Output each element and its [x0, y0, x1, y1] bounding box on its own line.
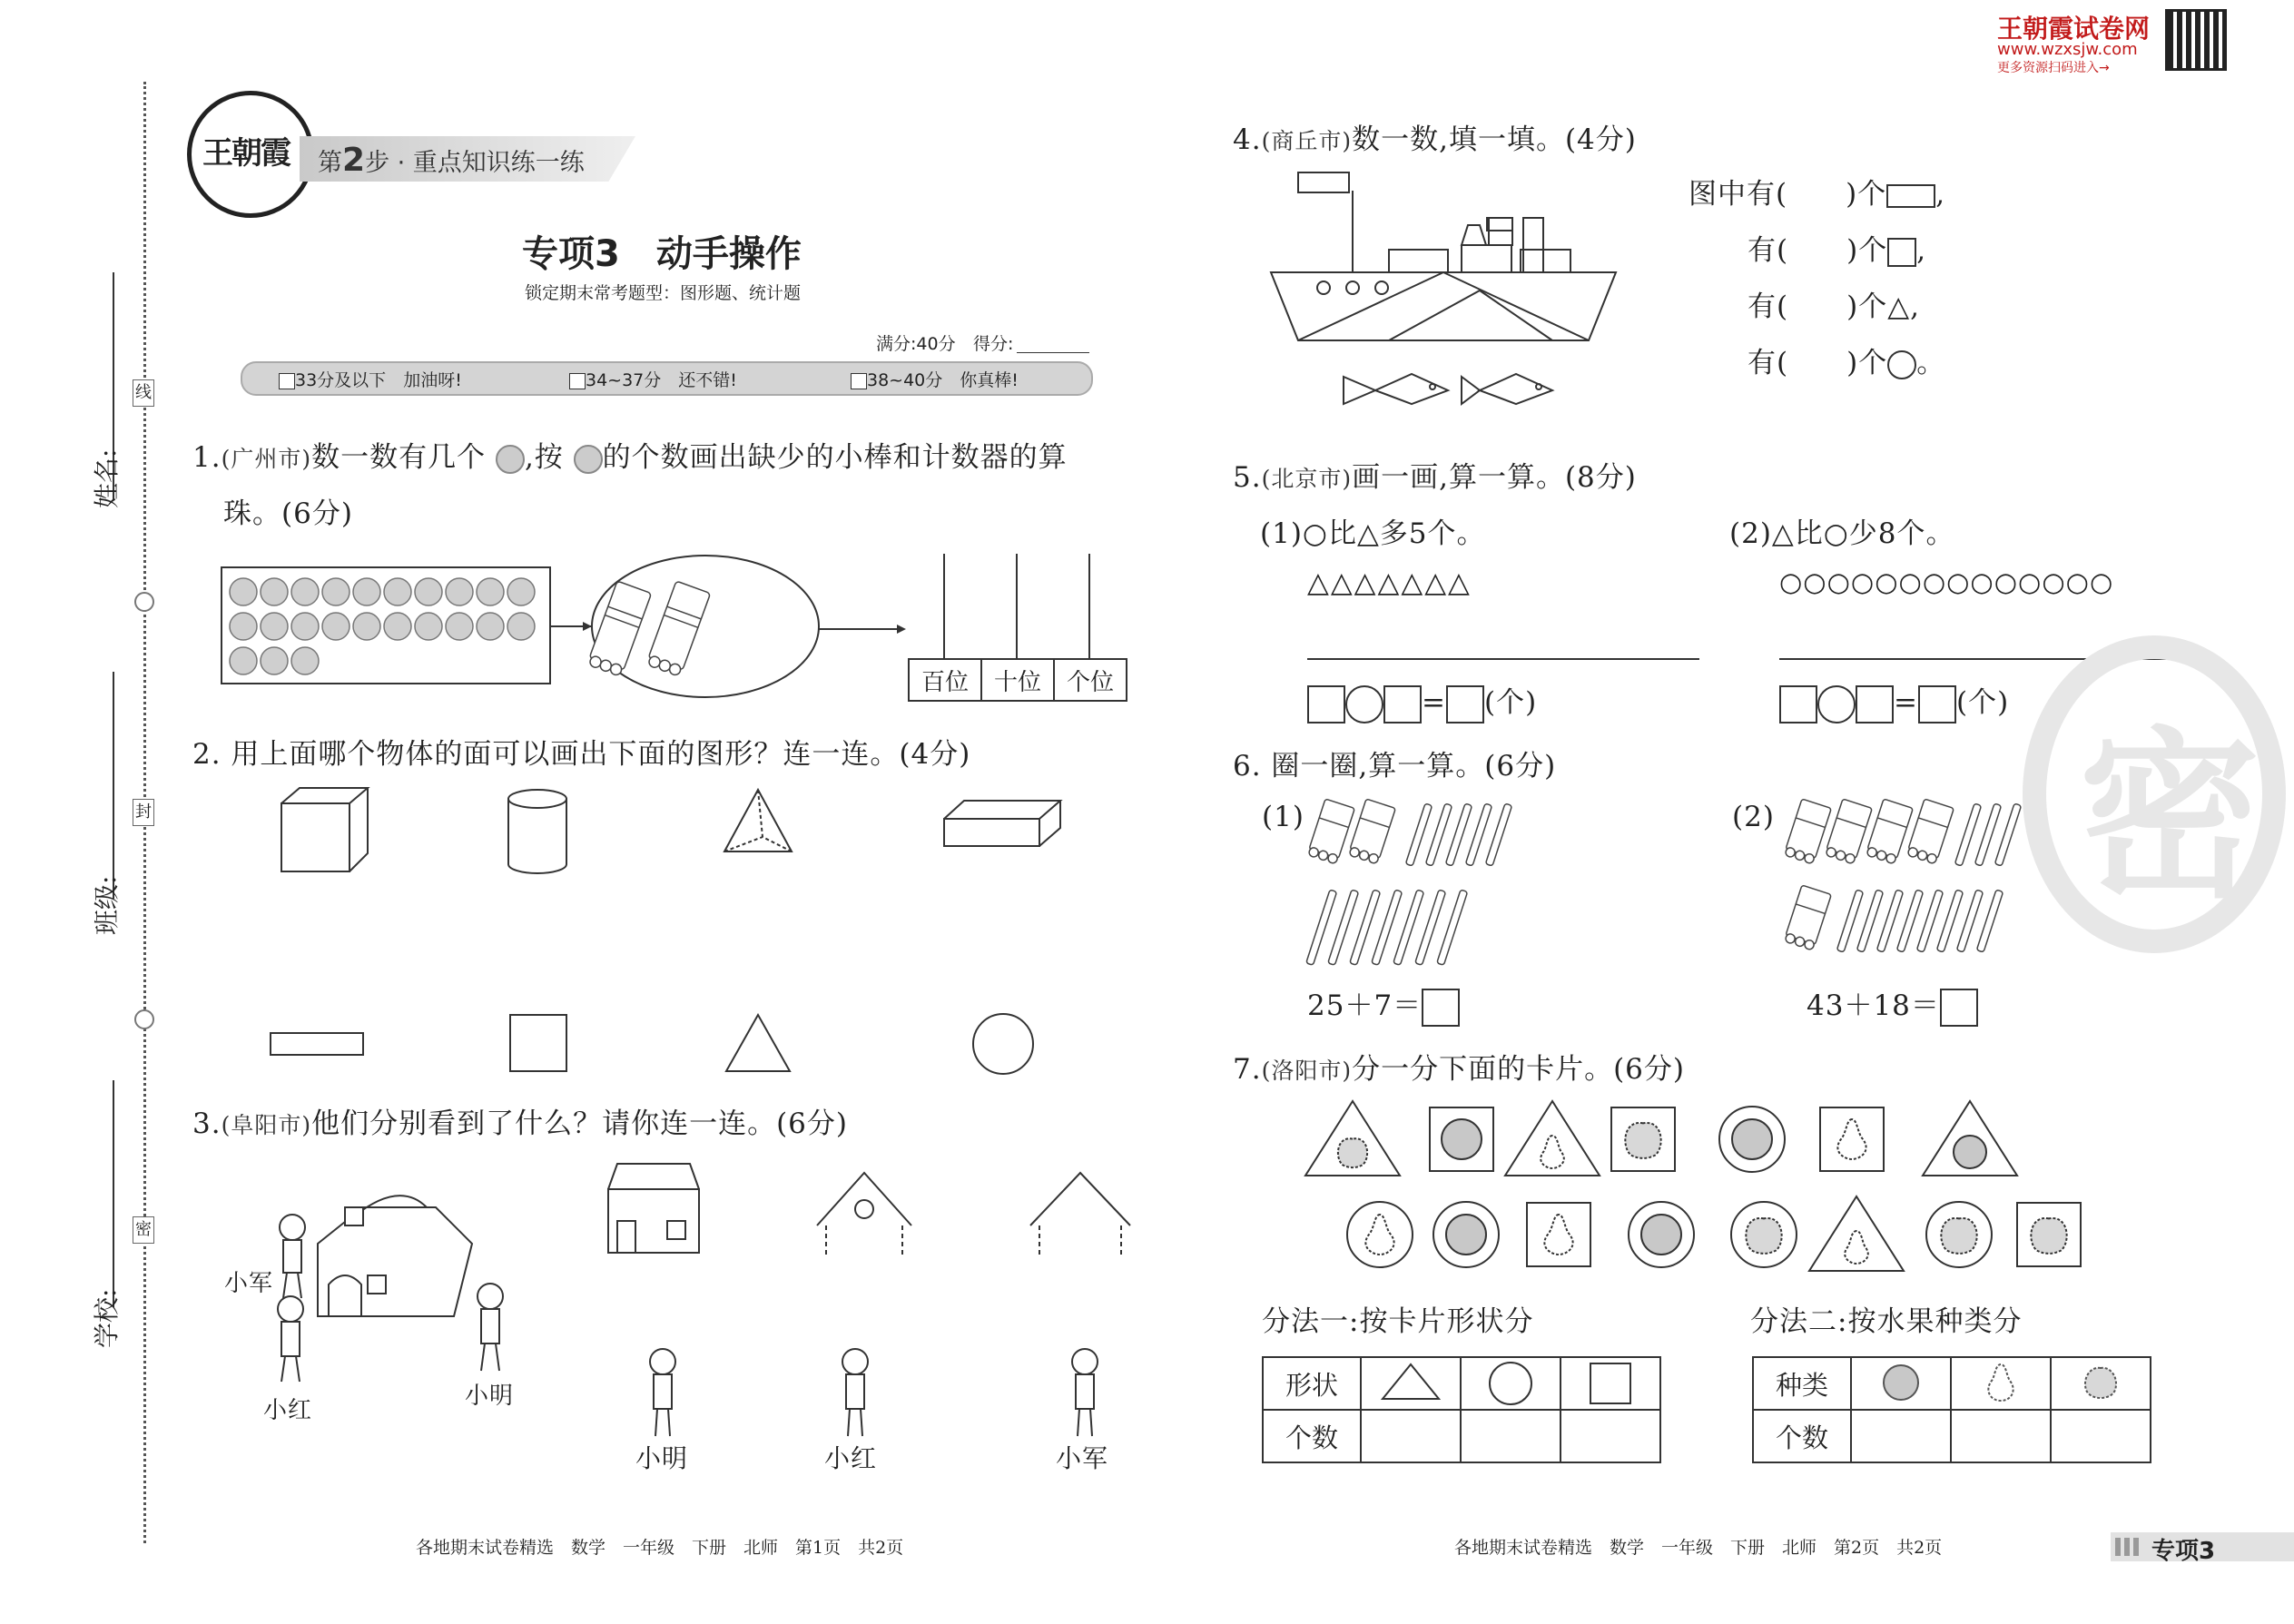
tomato-icon [1446, 1215, 1486, 1255]
site-tip: 更多资源扫码进入→ [1997, 61, 2110, 75]
tomato-icon [1442, 1119, 1482, 1159]
q2-solids [272, 781, 1089, 881]
full-score: 满分:40分 [876, 334, 956, 354]
circle-token [446, 578, 473, 605]
circle-icon [1489, 1362, 1532, 1405]
answer-box[interactable] [1856, 685, 1894, 723]
q4-line-4: 有( )个 。 [1748, 347, 1946, 379]
square-icon [1887, 238, 1916, 267]
circle-token [353, 578, 380, 605]
circle-token [446, 613, 473, 640]
answer-box[interactable] [1422, 989, 1460, 1027]
checkbox-icon[interactable] [569, 373, 586, 389]
school-label: 学校: [92, 1288, 122, 1348]
kid-1-icon[interactable] [650, 1349, 675, 1436]
answer-cell[interactable] [1561, 1410, 1660, 1462]
q5-text: 5.(北京市)画一画,算一算。(8分) [1233, 461, 1637, 494]
triangle-icon [1383, 1364, 1439, 1399]
operator-circle[interactable] [1345, 685, 1383, 723]
circle-token-icon [574, 445, 603, 474]
circle-token [230, 613, 257, 640]
circle-token-icon [496, 445, 525, 474]
circle-icon[interactable] [973, 1014, 1033, 1074]
site-url[interactable]: www.wzxsjw.com [1997, 40, 2138, 59]
count-label: 个数 [1263, 1410, 1361, 1462]
qr-code-icon[interactable] [2165, 9, 2227, 71]
circle-token [291, 578, 319, 605]
answer-cell[interactable] [1951, 1410, 2051, 1462]
circle-token [415, 613, 442, 640]
kid-2-icon[interactable] [842, 1349, 868, 1436]
stick-bundle-icon [1784, 885, 1831, 950]
scene-label-xiaoming: 小明 [465, 1383, 515, 1410]
peach-icon [2085, 1367, 2116, 1397]
q6-part1-equation: 25＋7＝ [1307, 982, 1460, 1027]
q6-text: 6. 圈一圈,算一算。(6分) [1233, 750, 1557, 782]
kid-3-icon[interactable] [1072, 1349, 1098, 1436]
answer-cell[interactable] [1851, 1410, 1951, 1462]
name-label: 姓名: [92, 448, 122, 508]
fruit-col-peach [2051, 1357, 2151, 1410]
kid-xiaojun-icon [280, 1215, 305, 1298]
circle-token [291, 613, 319, 640]
rating-option-3[interactable]: 38~40分 你真棒! [851, 367, 1019, 391]
peach-icon [1746, 1218, 1781, 1254]
answer-box[interactable] [1383, 685, 1422, 723]
checkbox-icon[interactable] [851, 373, 867, 389]
square-icon[interactable] [510, 1015, 566, 1071]
fruit-header: 种类 [1753, 1357, 1851, 1410]
circle-token [477, 613, 504, 640]
binding-mark-line: 线 [133, 379, 154, 407]
pear-icon [1988, 1364, 2013, 1401]
school-field-line[interactable] [113, 1080, 114, 1307]
abacus-rods [944, 554, 1089, 658]
abacus-tens: 十位 [981, 659, 1054, 701]
binding-hole-1 [134, 592, 154, 612]
stick-bundle-icon [1825, 799, 1872, 864]
q7-text: 7.(洛阳市)分一分下面的卡片。(6分) [1233, 1053, 1686, 1086]
q4-line-2: 有( )个 , [1748, 234, 1927, 267]
circle-token [384, 578, 411, 605]
house-scene-icon [318, 1196, 472, 1316]
pyramid-icon [724, 790, 792, 851]
stick-bundle-icon [1866, 799, 1913, 864]
fruit-col-tomato [1851, 1357, 1951, 1410]
rectangle-icon [1886, 184, 1935, 208]
peach-icon [1338, 1138, 1367, 1167]
cylinder-icon [508, 790, 566, 873]
footer-tag-squares-icon [2115, 1538, 2142, 1556]
page-title: 专项3 动手操作 [522, 233, 802, 275]
q5-part2-equation: = (个) [1779, 679, 2009, 723]
circle-token [261, 647, 288, 674]
kid-label-3: 小军 [1056, 1443, 1109, 1473]
q5-part2-shapes: ○○○○○○○○○○○○○○ [1779, 566, 2114, 597]
house-front-view-icon[interactable] [608, 1164, 699, 1253]
peach-icon [2031, 1218, 2066, 1254]
q6-part1-label: (1) [1262, 801, 1305, 833]
peach-icon [1941, 1218, 1976, 1254]
house-side-view-icon[interactable] [817, 1173, 911, 1257]
shape-col-circle [1461, 1357, 1561, 1410]
stick-bundle-icon [1784, 799, 1831, 864]
tomato-icon [1884, 1365, 1918, 1400]
q3-text: 3.(阜阳市)他们分别看到了什么？请你连一连。(6分) [192, 1107, 849, 1140]
q5-part1-shapes: △△△△△△△ [1307, 566, 1472, 599]
q6-part2-equation: 43＋18＝ [1807, 982, 1978, 1027]
method-2-label: 分法二:按水果种类分 [1750, 1305, 2023, 1338]
binding-margin [0, 0, 182, 1624]
abacus-table [908, 658, 1127, 702]
cube-icon [281, 788, 368, 871]
scene-label-xiaojun: 小军 [224, 1270, 274, 1297]
q5-part1-equation: = (个) [1307, 679, 1537, 723]
stick-bundle-icon [1348, 799, 1395, 864]
q4-line-1: 图中有( )个 , [1689, 178, 1946, 211]
fruit-count-table [1752, 1356, 2151, 1463]
square-icon [1590, 1363, 1631, 1404]
class-label: 班级: [92, 875, 122, 935]
circle-token [415, 578, 442, 605]
circle-token [261, 578, 288, 605]
page-subtitle: 锁定期末常考题型：图形题、统计题 [525, 283, 802, 303]
q5-part1-draw-line[interactable] [1307, 658, 1699, 660]
fruit-col-pear [1951, 1357, 2051, 1410]
stick-bundle-icon [1906, 799, 1954, 864]
peach-icon [1625, 1123, 1660, 1158]
q7-cards [1303, 1098, 2120, 1280]
q6-part2-label: (2) [1732, 801, 1775, 833]
answer-box[interactable] [1918, 685, 1956, 723]
answer-cell[interactable] [1461, 1410, 1561, 1462]
footer-left: 各地期末试卷精选 数学 一年级 下册 北师 第1页 共2页 [416, 1538, 904, 1558]
answer-box[interactable] [1779, 685, 1817, 723]
tomato-icon [1732, 1119, 1772, 1159]
circle-token [507, 613, 535, 640]
circle-token [353, 613, 380, 640]
circle-token [230, 578, 257, 605]
q1-text-line2: 珠。(6分) [223, 497, 353, 530]
rating-option-1[interactable]: 33分及以下 加油呀! [279, 367, 462, 391]
tomato-icon [1641, 1215, 1681, 1255]
binding-mark-secret: 密 [133, 1216, 154, 1244]
circle-icon [1887, 350, 1916, 379]
answer-box[interactable] [1446, 685, 1484, 723]
got-score-label: 得分: [973, 334, 1014, 354]
abacus-hundreds: 百位 [909, 659, 981, 701]
operator-circle[interactable] [1817, 685, 1856, 723]
answer-cell[interactable] [1361, 1410, 1461, 1462]
q4-text: 4.(商丘市)数一数,填一填。(4分) [1233, 123, 1637, 156]
tomato-icon [1954, 1136, 1986, 1168]
checkbox-icon[interactable] [279, 373, 295, 389]
scene-label-xiaohong: 小红 [263, 1397, 313, 1424]
footer-tag: 专项3 [2151, 1538, 2216, 1565]
circle-token [384, 613, 411, 640]
rating-bar [241, 361, 1093, 396]
method-1-label: 分法一:按卡片形状分 [1262, 1305, 1534, 1338]
watermark-glyph: 密 [2079, 712, 2261, 923]
q4-line-3: 有( )个△, [1748, 290, 1920, 323]
circle-token [477, 578, 504, 605]
rectangle-icon[interactable] [271, 1033, 363, 1055]
house-back-view-icon[interactable] [1030, 1173, 1130, 1257]
binding-mark-seal: 封 [133, 799, 154, 826]
class-field-line[interactable] [113, 672, 114, 899]
circle-token [322, 613, 350, 640]
shape-count-table [1262, 1356, 1661, 1463]
answer-box[interactable] [1307, 685, 1345, 723]
kid-xiaohong-icon [278, 1296, 303, 1382]
brand-logo: 王朝霞 [187, 91, 314, 218]
circle-token [291, 647, 319, 674]
circle-token [322, 578, 350, 605]
cuboid-icon [944, 801, 1060, 846]
got-score-line[interactable] [1017, 352, 1089, 353]
rating-option-2[interactable]: 34~37分 还不错! [569, 367, 737, 391]
stick-bundle-icon [1307, 799, 1354, 864]
binding-hole-2 [134, 1009, 154, 1029]
answer-cell[interactable] [2051, 1410, 2151, 1462]
q5-part1-label: (1)○比△多5个。 [1260, 517, 1486, 550]
q1-text-line1: 1.(广州市)数一数有几个 ,按 的个数画出缺少的小棒和计数器的算 [192, 441, 1068, 474]
shape-header: 形状 [1263, 1357, 1361, 1410]
shape-col-triangle [1361, 1357, 1461, 1410]
shape-col-square [1561, 1357, 1660, 1410]
count-label: 个数 [1753, 1410, 1851, 1462]
q2-shapes [263, 1008, 1080, 1080]
circle-token [261, 613, 288, 640]
abacus-ones: 个位 [1054, 659, 1127, 701]
q5-part2-label: (2)△比○少8个。 [1729, 517, 1955, 550]
site-name: 王朝霞试卷网 [1997, 14, 2151, 44]
q6-sticks [1298, 799, 2115, 999]
circle-token [507, 578, 535, 605]
circle-token [230, 647, 257, 674]
answer-box[interactable] [1940, 989, 1978, 1027]
q4-ship-figure [1262, 163, 1625, 418]
step-label: 第2步 · 重点知识练一练 [318, 142, 585, 179]
q3-scene [218, 1153, 1126, 1480]
q2-text: 2. 用上面哪个物体的面可以画出下面的图形？连一连。(4分) [192, 738, 971, 771]
kid-label-1: 小明 [635, 1443, 689, 1473]
kid-label-2: 小红 [824, 1443, 878, 1473]
triangle-icon: △ [1887, 290, 1911, 323]
triangle-icon[interactable] [726, 1015, 790, 1071]
footer-right: 各地期末试卷精选 数学 一年级 下册 北师 第2页 共2页 [1454, 1538, 1943, 1558]
kid-xiaoming-icon [478, 1284, 503, 1371]
